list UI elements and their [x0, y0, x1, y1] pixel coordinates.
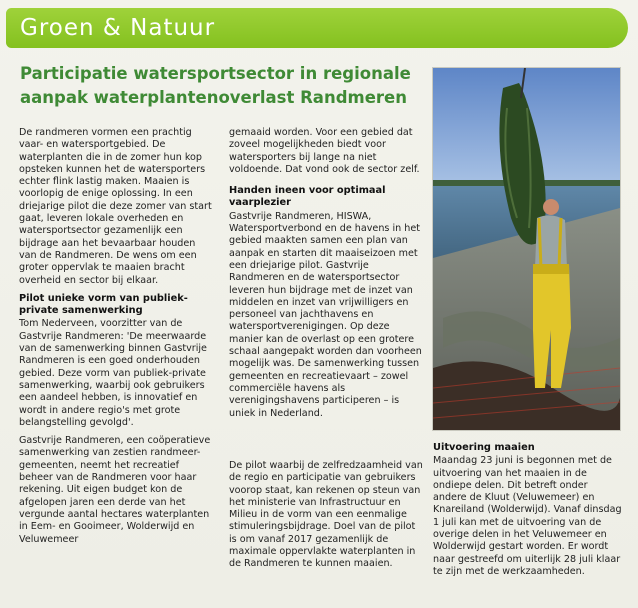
- headline-line-1: Participatie watersportsector in regionale: [20, 64, 411, 83]
- subhead-handen: Handen ineen voor optimaal vaarplezier: [229, 185, 386, 209]
- article-column-2: [229, 127, 425, 570]
- pilot-paragraph: De pilot waarbij de zelfredzaamheid van de regio en participatie van gebruikers voorop staat, kan rekenen op steun van het ministerie van Infrastructuur en Milieu in de vorm van een eenmalige stimuleringsbijdrage. Doel van de pilot is om vanaf 2017 gezamenlijk de maximale oppervlakte waterplanten in de Randmeren te kunnen maaien.: [229, 460, 423, 570]
- intro-paragraph: De randmeren vormen een prachtig vaar- en watersportgebied. De waterplanten die in de zomer hun kop opsteken kunnen het de watersporters echter flink lastig maken. Maaien is voorlopig de enige oplossing. In een driejarige pilot die deze zomer van start gaat, leveren lokale overheden en watersportsector gezamenlijk een bijdrage aan het bevaarbaar houden van de Randmeren. De wens om een groter oppervlak te maaien bracht overheid en sector bij elkaar.: [19, 127, 212, 286]
- body-paragraph: Gastvrije Randmeren, een coöperatieve samenwerking van zestien randmeer-gemeenten, neemt het recreatief beheer van de Randmeren voor haar rekening. Uit eigen budget kon de afgelopen jaren een derde van het vergunde aantal hectares waterplanten in Eem- en Gooimeer, Wolderwijd en Veluwemeer: [19, 435, 211, 545]
- uitvoering-paragraph: Maandag 23 juni is begonnen met de uitvoering van het maaien in de ondiepe delen. Dit betreft onder andere de Kluut (Veluwemeer) en Knareiland (Wolderwijd). Vanaf dinsdag 1 juli kan met de uitvoering van de overige delen in het Veluwemeer en Wolderwijd gestart worden. Er wordt naar gestreefd om uiterlijk 28 juli klaar te zijn met de werkzaamheden.: [433, 455, 622, 577]
- quote-paragraph: Tom Nederveen, voorzitter van de Gastvrije Randmeren: 'De meerwaarde van de samenwerking binnen Gastvrije Randmeren is een goed onderhouden gebied. Deze vorm van publiek-private samenwerking, waarbij ook gebruikers een aandeel hebben, is innovatief en wordt in andere regio's met grote belangstelling gevolgd'.: [19, 318, 207, 428]
- subhead-uitvoering: Uitvoering maaien: [433, 442, 535, 453]
- article-column-3: [433, 442, 623, 584]
- headline-line-2: aanpak waterplantenoverlast Randmeren: [20, 88, 407, 107]
- body-paragraph: Gastvrije Randmeren, HISWA, Watersportverbond en de havens in het gebied maakten samen een plan van aanpak en starten dit maaiseizoen met een driejarige pilot. Gastvrije Randmeren en de watersportsector leveren hun bijdrage met de inzet van middelen en inzet van vrijwilligers en personeel van jachthavens en watersportverenigingen. Op deze manier kan de overlast op een grotere schaal aangepakt worden dan voorheen mogelijk was. De samenwerking tussen gemeenten en recreatievaart – zowel commerciële havens als verenigingshavens participeren – is uniek in Nederland.: [229, 210, 422, 419]
- subhead-pilot: Pilot unieke vorm van publiek-private samenwerking: [19, 292, 188, 317]
- article-photo: [432, 67, 621, 431]
- article-headline: [20, 62, 420, 110]
- section-banner: [6, 8, 628, 48]
- article-column-1: [19, 127, 215, 552]
- continuation-paragraph: gemaaid worden. Voor een gebied dat zoveel mogelijkheden biedt voor watersporters bij lange na niet voldoende. Dat vond ook de sector zelf.: [229, 127, 420, 175]
- section-title: Groen & Natuur: [20, 15, 216, 41]
